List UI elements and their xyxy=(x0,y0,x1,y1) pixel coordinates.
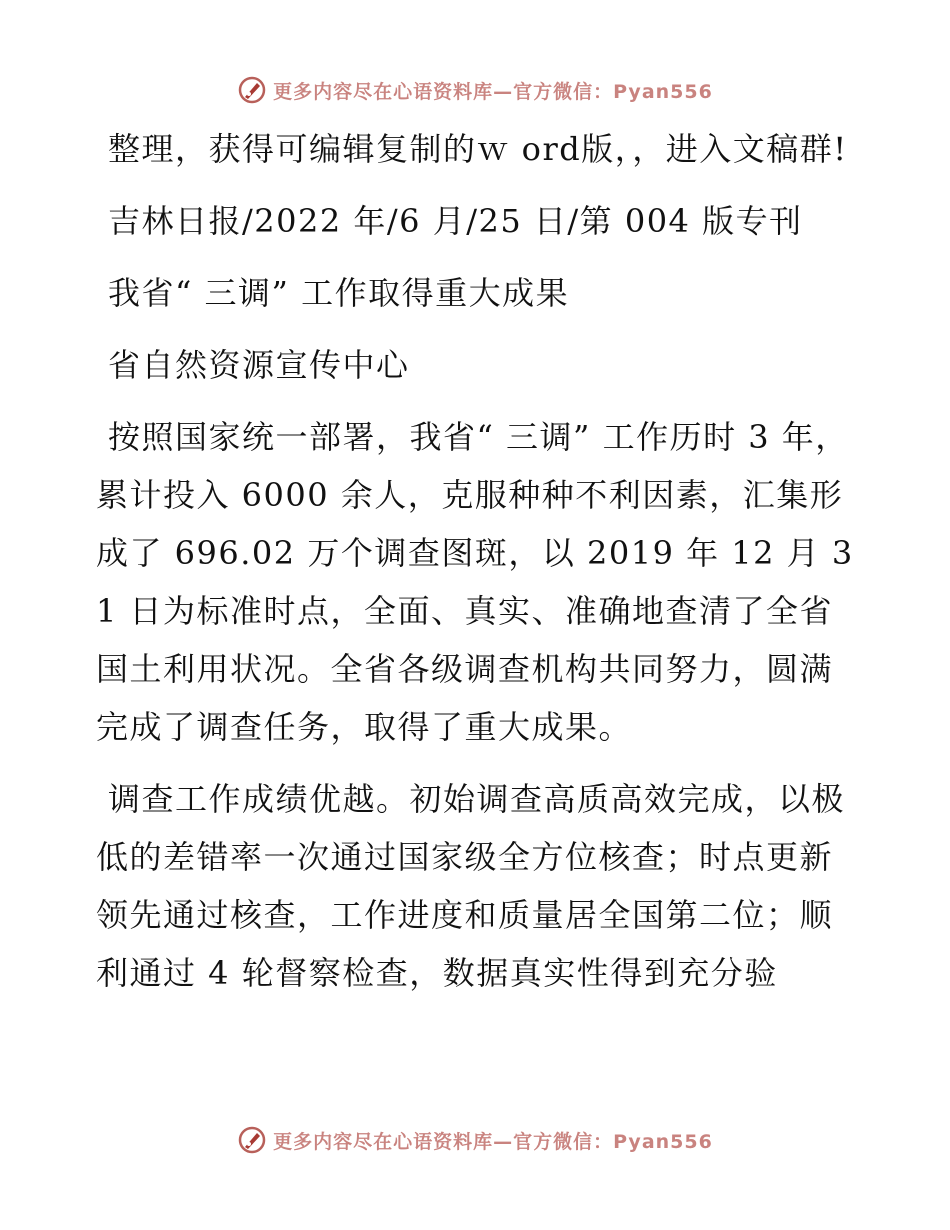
header-watermark xyxy=(0,70,950,110)
body-paragraph: 调查工作成绩优越。初始调查高质高效完成，以极低的差错率一次通过国家级全方位核查；时点更新领先通过核查，工作进度和质量居全国第二位；顺利通过 4 轮督察检查，数据真实性得到充分验 xyxy=(96,780,846,992)
watermark-text: 更多内容尽在心语资料库—官方微信：Pyan556 xyxy=(273,1130,713,1153)
body-paragraph: 按照国家统一部署，我省“ 三调” 工作历时 3 年，累计投入 6000 余人，克服种种不利因素，汇集形成了 696.02 万个调查图斑，以 2019 年 12 月 31 日为标准时点，全面、真实、准确地查清了全省国土利用状况。全省各级调查机构共同努力，圆满完成了调查任务，取得了重大成果。 xyxy=(96,418,854,746)
watermark-text: 更多内容尽在心语资料库—官方微信：Pyan556 xyxy=(273,80,713,103)
source-line: 吉林日报/2022 年/6 月/25 日/第 004 版专刊 xyxy=(108,202,803,240)
document-body xyxy=(96,120,854,1002)
pen-logo-icon xyxy=(237,1125,267,1155)
author-line: 省自然资源宣传中心 xyxy=(108,346,410,384)
pen-logo-icon xyxy=(237,75,267,105)
footer-watermark xyxy=(0,1120,950,1160)
article-title: 我省“ 三调” 工作取得重大成果 xyxy=(108,274,570,312)
intro-paragraph: 整理，获得可编辑复制的ｗ ord版，，进入文稿群! xyxy=(108,130,848,168)
